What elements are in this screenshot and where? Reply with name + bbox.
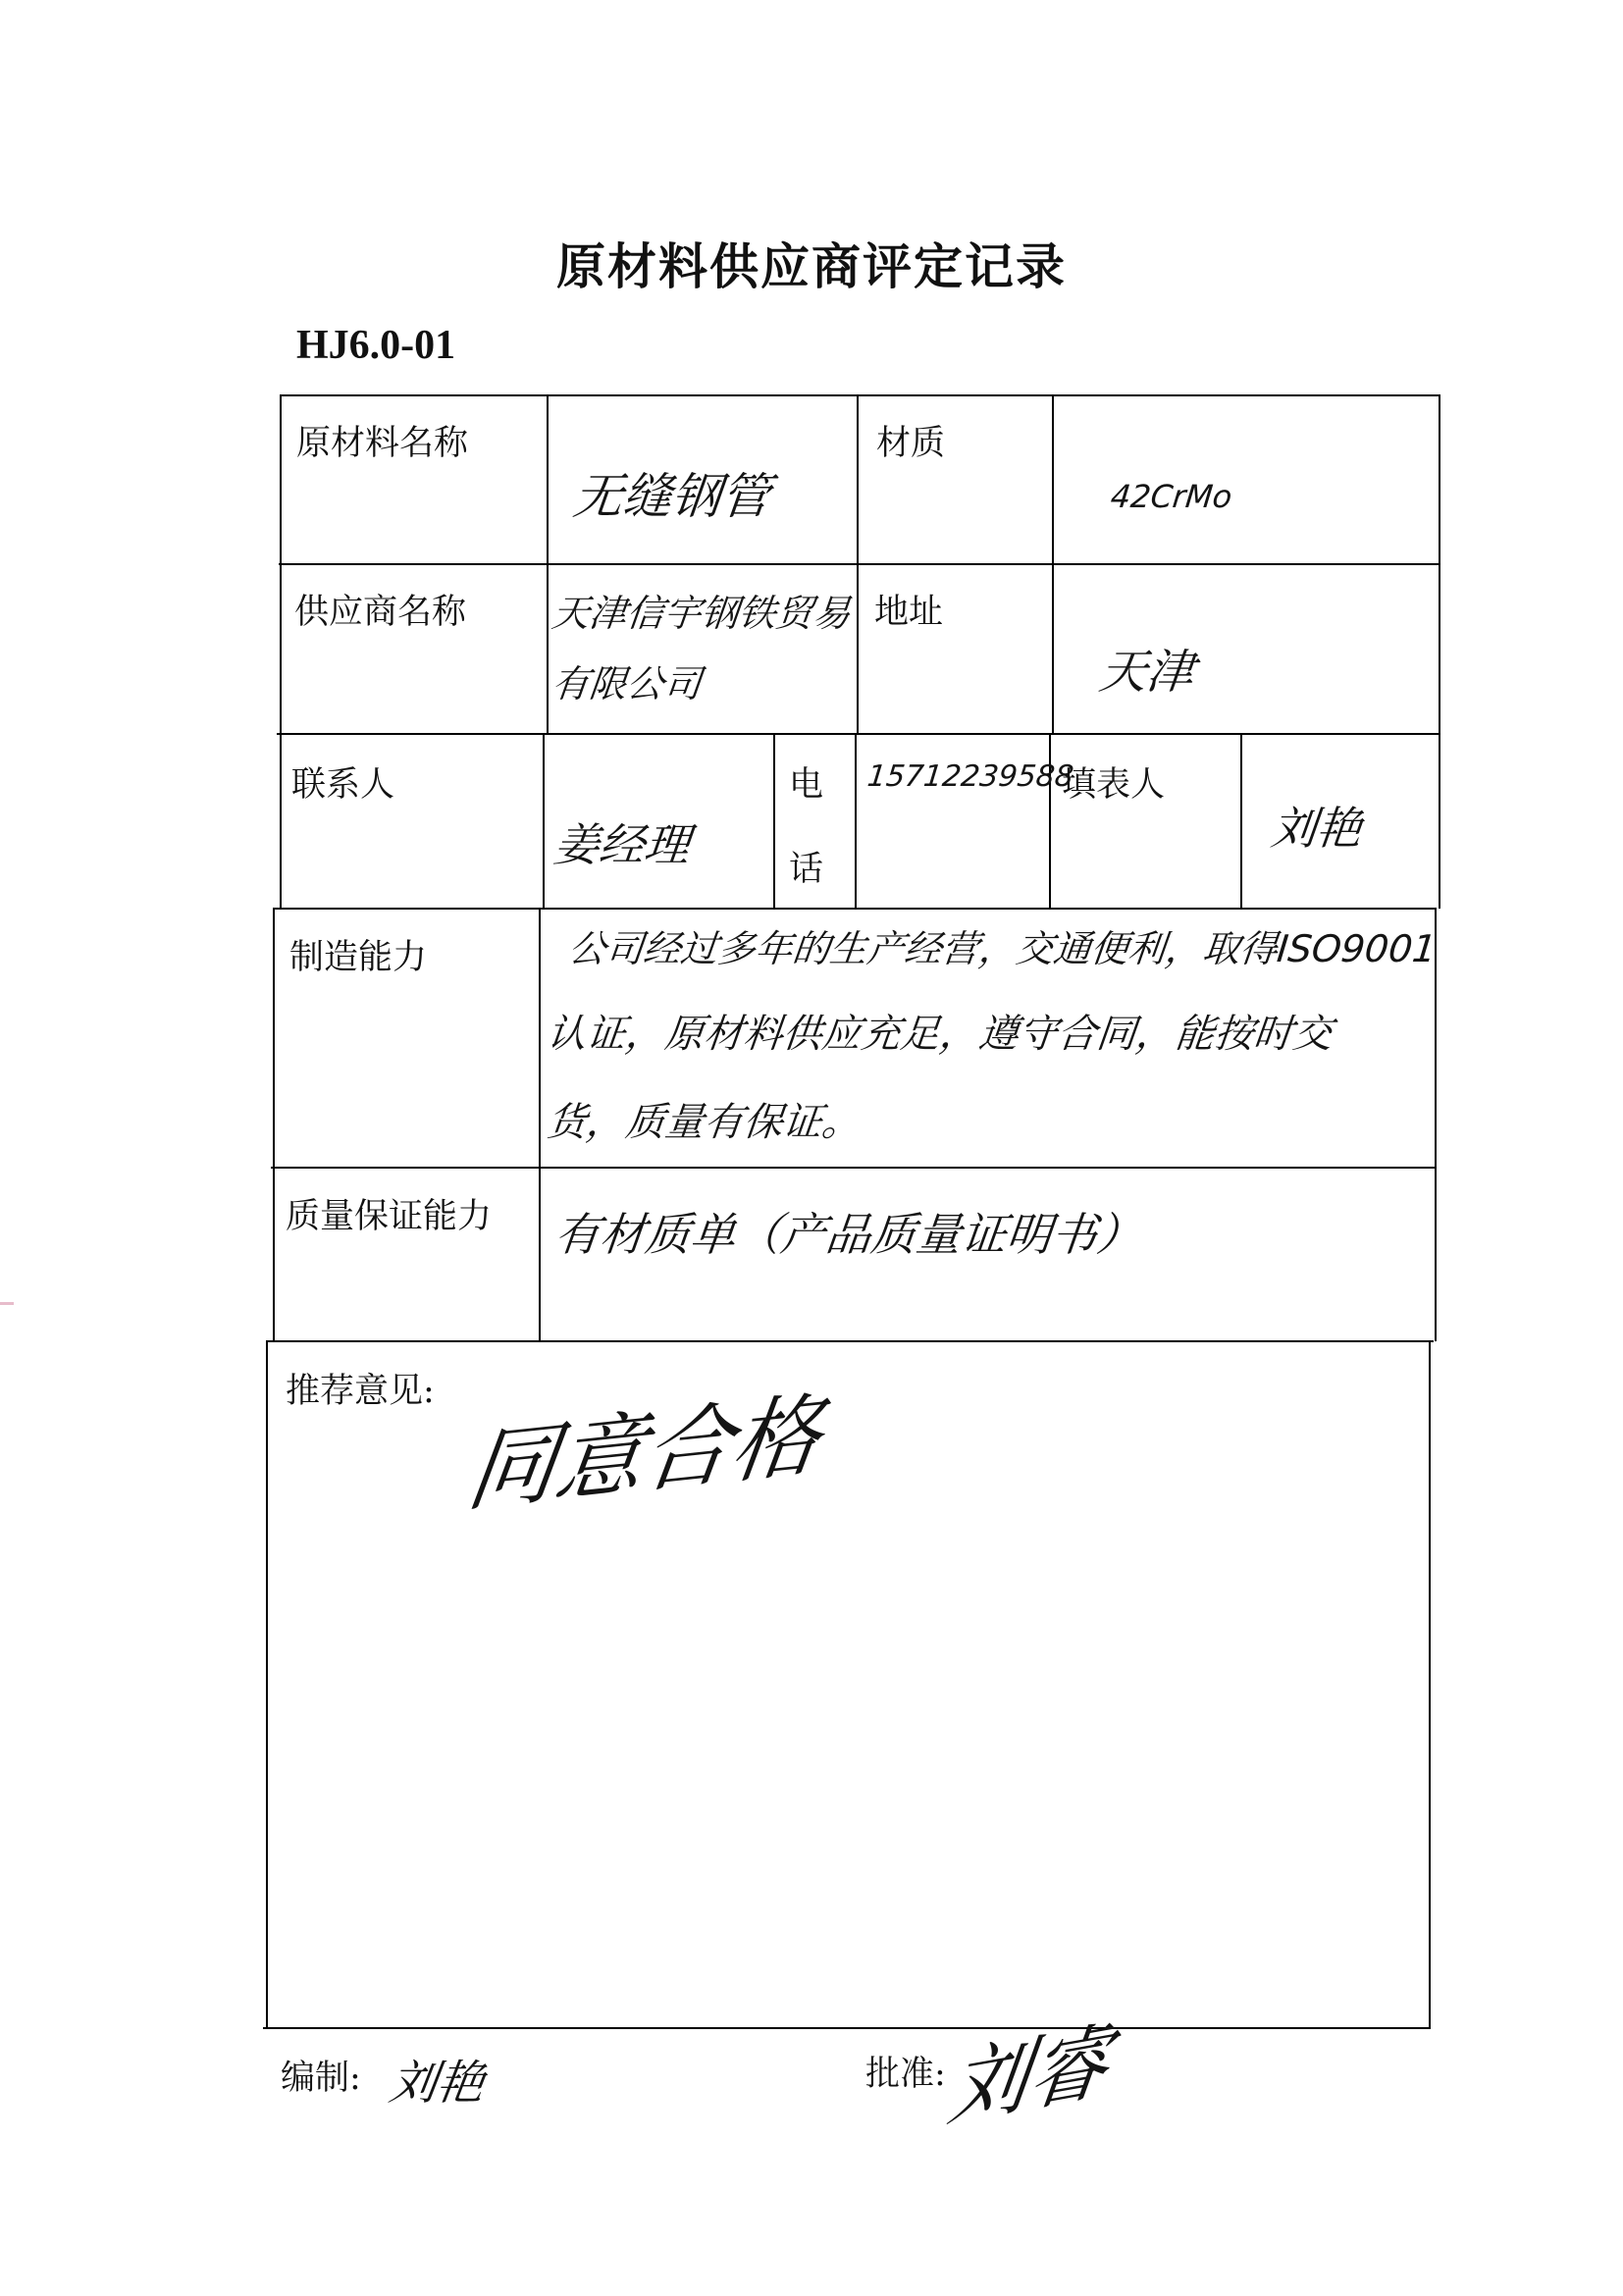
table-line [1429, 1340, 1431, 2029]
filler-label: 填表人 [1062, 765, 1166, 805]
recommendation-label: 推荐意见: [286, 1372, 435, 1411]
approved-by-signature: 刘睿 [943, 2013, 1116, 2139]
phone-label-line2: 话 [789, 850, 824, 889]
material-name-label: 原材料名称 [296, 424, 469, 463]
phone-label-line1: 电 [789, 765, 824, 805]
address-label: 地址 [874, 593, 944, 632]
supplier-name-value-line1: 天津信宇钢铁贸易 [550, 592, 853, 635]
table-line [857, 394, 859, 733]
supplier-name-label: 供应商名称 [294, 593, 467, 632]
table-line [1439, 394, 1440, 909]
table-line [539, 908, 541, 1341]
manufacturing-line-2: 认证，原材料供应充足，遵守合同，能按时交 [545, 1012, 1335, 1057]
material-grade-value: 42CrMo [1109, 478, 1234, 515]
table-line [271, 1167, 1436, 1169]
filler-value: 刘艳 [1268, 802, 1365, 855]
quality-label: 质量保证能力 [286, 1197, 493, 1236]
table-line [1240, 733, 1242, 908]
recommendation-value: 同意合格 [461, 1383, 828, 1526]
table-line [274, 908, 1437, 910]
prepared-by-signature: 刘艳 [386, 2056, 489, 2111]
approved-by-label: 批准: [865, 2055, 946, 2094]
form-code: HJ6.0-01 [296, 323, 456, 368]
table-line [273, 908, 275, 1341]
table-line [277, 733, 1439, 735]
table-line [266, 1340, 268, 2029]
quality-value: 有材质单（产品质量证明书） [551, 1208, 1145, 1261]
table-line [1435, 908, 1437, 1341]
manufacturing-line-3: 货，质量有保证。 [545, 1100, 864, 1145]
contact-value: 姜经理 [550, 818, 693, 871]
phone-value: 15712239588 [865, 759, 1075, 794]
contact-label: 联系人 [291, 765, 395, 805]
table-line [547, 394, 549, 733]
manufacturing-label: 制造能力 [289, 938, 428, 977]
table-line [279, 563, 1440, 565]
table-line [543, 733, 545, 908]
material-name-value: 无缝钢管 [570, 468, 773, 525]
manufacturing-line-1: 公司经过多年的生产经营，交通便利，取得ISO9001 [566, 927, 1439, 970]
scan-mark [0, 1302, 14, 1305]
table-line [773, 733, 775, 908]
table-line [280, 394, 282, 909]
table-line [263, 2027, 1430, 2029]
table-line [281, 394, 1440, 396]
document-title: 原材料供应商评定记录 [556, 238, 1067, 295]
table-line [855, 733, 857, 908]
address-value: 天津 [1096, 645, 1197, 700]
prepared-by-label: 编制: [281, 2059, 361, 2098]
table-line [268, 1340, 1434, 1342]
material-grade-label: 材质 [876, 424, 946, 463]
supplier-name-value-line2: 有限公司 [550, 662, 704, 705]
table-line [1052, 394, 1054, 733]
